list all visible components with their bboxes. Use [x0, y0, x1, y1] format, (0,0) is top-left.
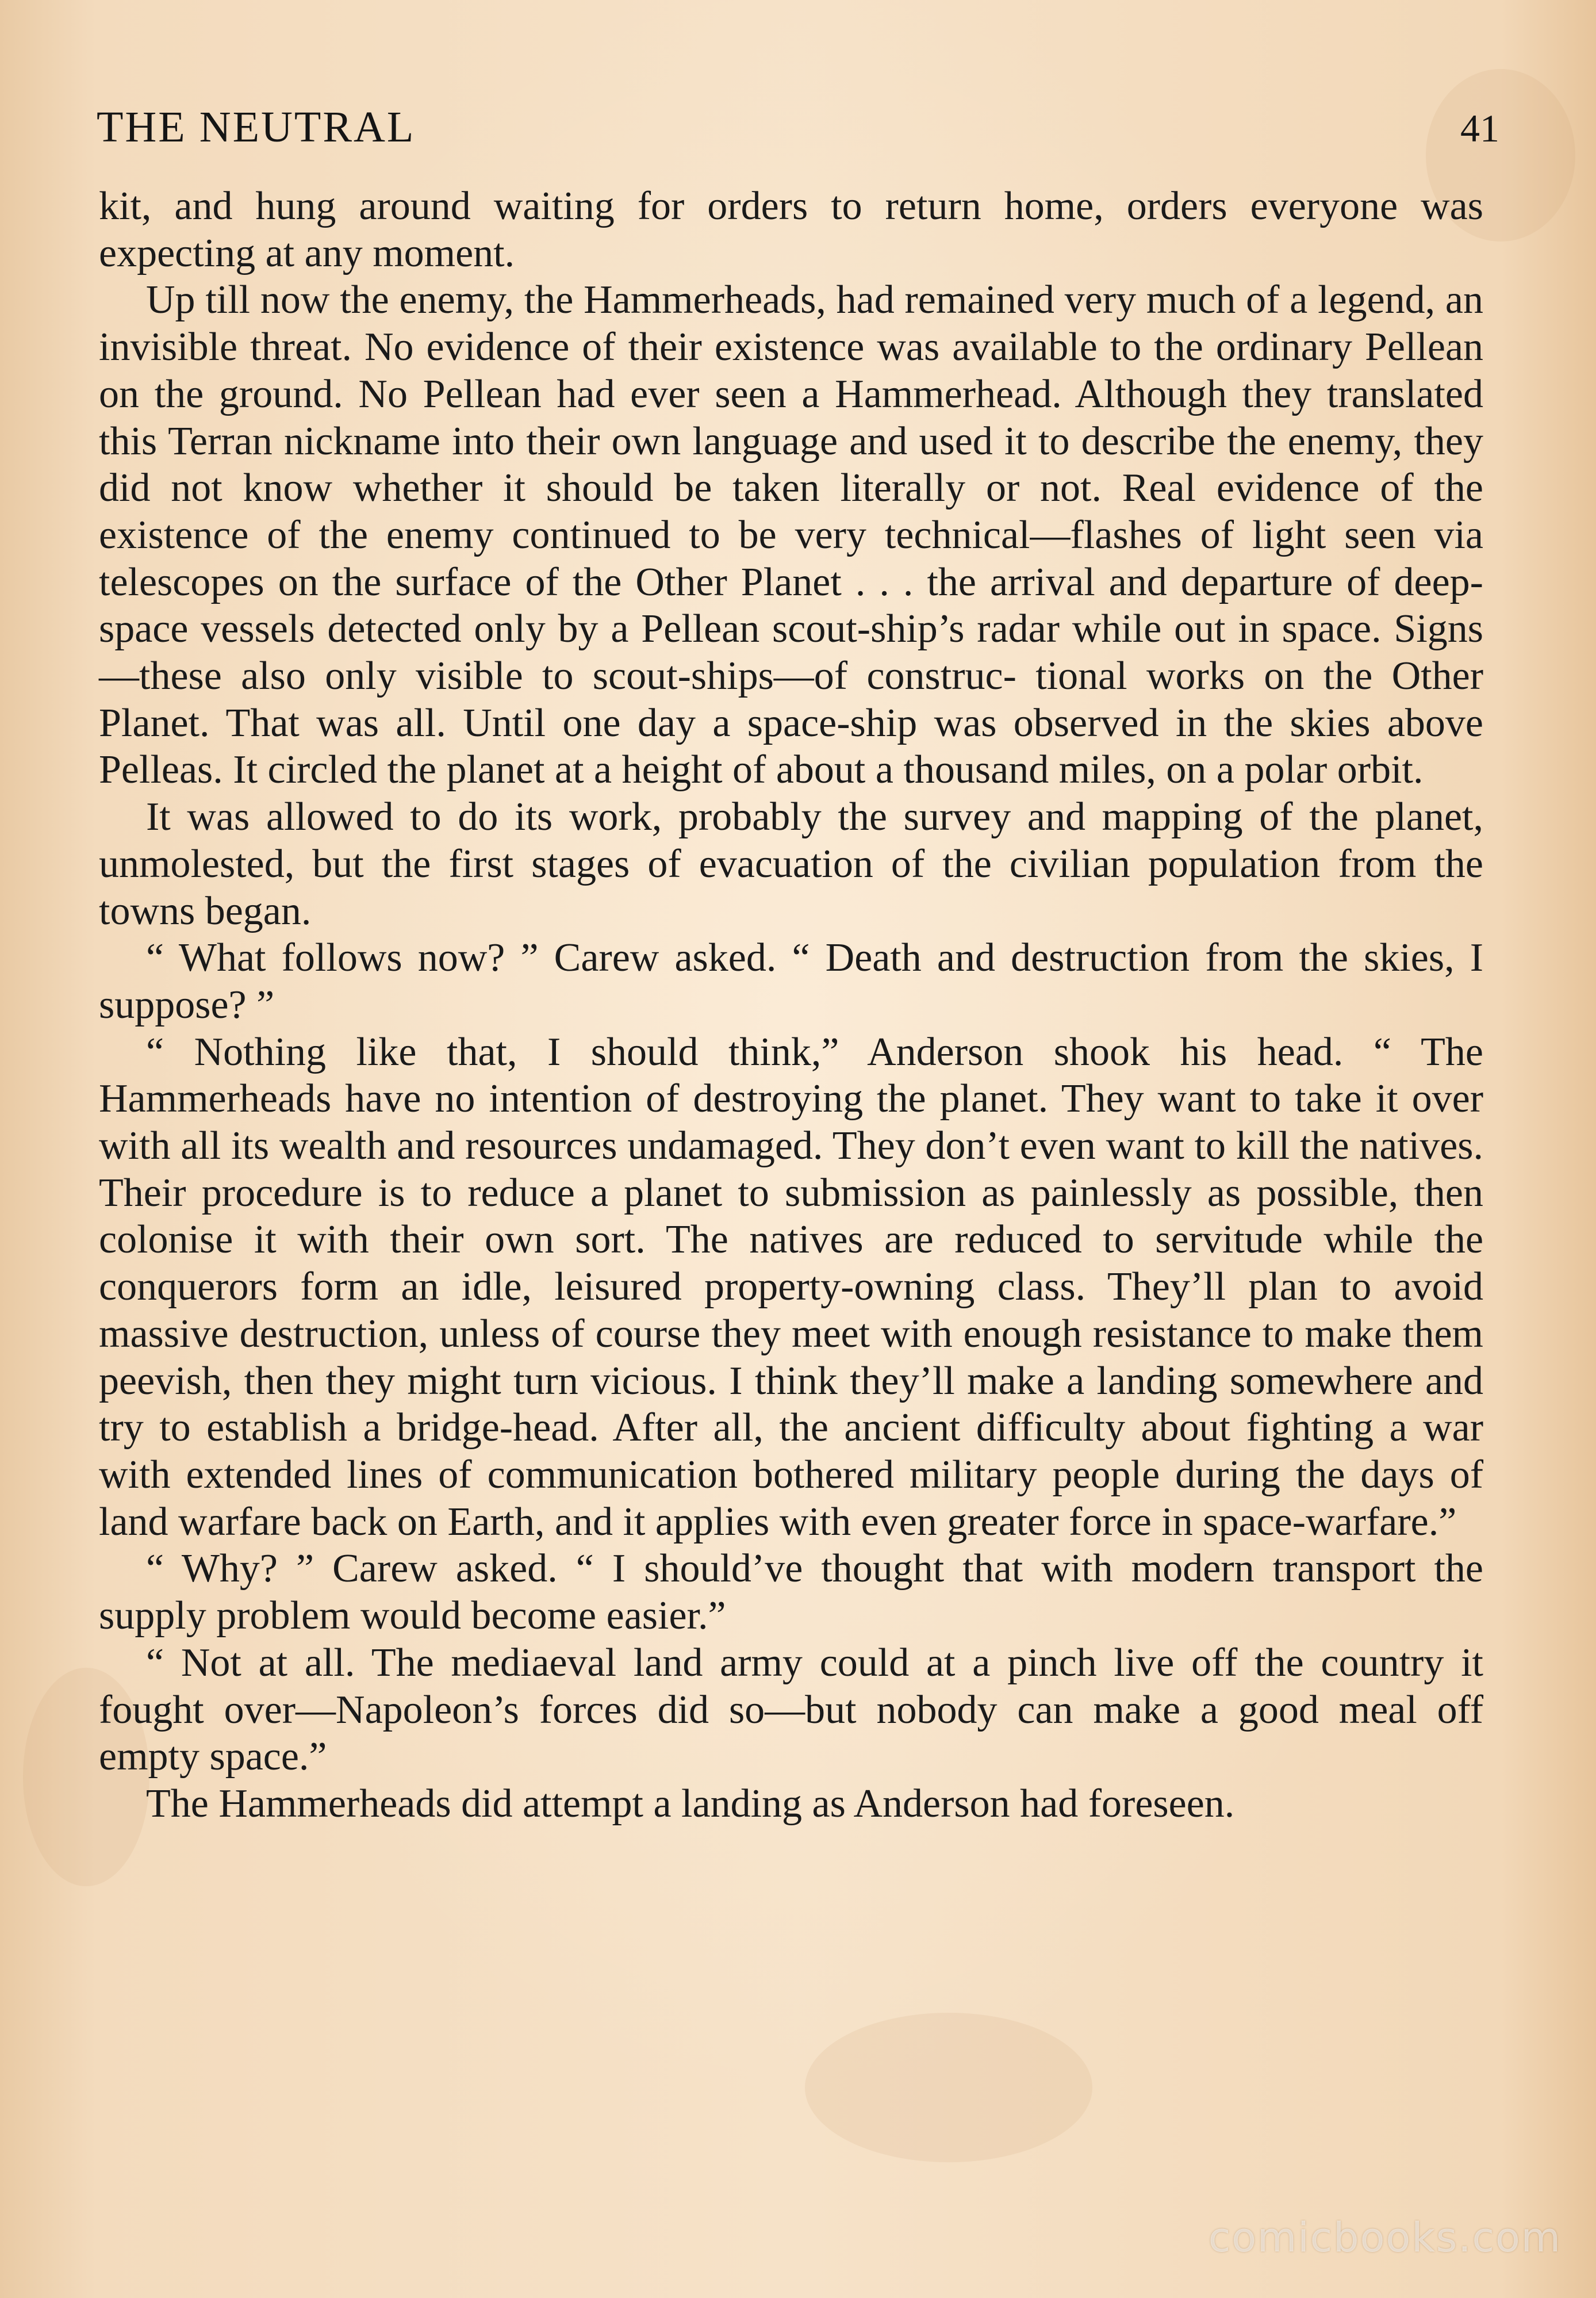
text-line: from the skies, I suppose? ” — [99, 936, 1484, 1027]
paragraph — [99, 1780, 1483, 1828]
paragraph — [99, 183, 1483, 277]
text-line: civilian population from the towns began. — [99, 841, 1483, 933]
text-line: space-warfare.” — [1203, 1499, 1457, 1544]
paragraph — [99, 1545, 1483, 1639]
text-line: transport the supply problem would become easier.” — [99, 1546, 1484, 1638]
text-line: a space-ship was observed in the skies above Pelleas. It circled the — [99, 700, 1484, 792]
text-line: reduced to servitude while the conquerors form an idle, leisured — [99, 1217, 1484, 1309]
text-line: Terran nickname into their own language and used it to describe — [168, 419, 1215, 464]
text-line: planet at a height of about a thousand miles, on a polar orbit. — [446, 748, 1424, 792]
text-line: of the planet, unmolested, but the first stages of evacuation of the — [99, 795, 1483, 886]
body-text — [99, 183, 1483, 1828]
paragraph — [99, 794, 1483, 934]
text-line: “ Nothing like that, I should think,” Anderson shook his — [146, 1029, 1227, 1074]
page-header — [97, 102, 1499, 160]
text-line: warfare back on Earth, and it applies with even greater force in — [178, 1499, 1193, 1544]
text-line: the enemy, they did not know whether it should be taken literally — [99, 419, 1483, 511]
text-line: procedure is to reduce a planet to submission as painlessly as — [201, 1170, 1241, 1215]
text-line: possible, then colonise it with their own sort. The natives are — [99, 1170, 1483, 1262]
text-line: everyone was expecting at any moment. — [99, 184, 1483, 275]
text-line: or not. Real evidence of the existence of the enemy continued to — [99, 466, 1483, 557]
text-line: vessels detected only by a Pellean scout-ship’s radar while out in — [201, 607, 1269, 652]
text-line: communication bothered military people during the days of land — [99, 1452, 1484, 1544]
text-line: much of a legend, an invisible threat. No evidence of their existence — [99, 278, 1484, 370]
text-line: “ Why? ” Carew asked. “ I should’ve thought that with modern — [146, 1546, 1254, 1591]
text-line: had ever seen a Hammerhead. Although they translated this — [99, 371, 1483, 464]
text-line: planet. They want to take it over with all its wealth and resources — [99, 1077, 1484, 1169]
text-line: of the Other Planet . . . the arrival and departure of deep-space — [99, 560, 1483, 652]
text-line: space. Signs—these also only visible to scout-ships—of construc- — [99, 607, 1484, 699]
text-line: the ancient difficulty about fighting a war with extended lines of — [99, 1405, 1484, 1497]
paragraph — [99, 1640, 1483, 1780]
text-line: head. “ The Hammerheads have no intention of destroying the — [99, 1029, 1484, 1121]
running-head: THE NEUTRAL — [97, 103, 416, 151]
text-line: was available to the ordinary Pellean on the ground. No Pellean — [99, 325, 1484, 416]
paragraph — [99, 1029, 1483, 1546]
text-line: tional works on the Other Planet. That was all. Until one day — [99, 654, 1484, 745]
text-line: The Hammerheads did attempt a landing as Anderson had — [146, 1781, 1079, 1826]
text-line: peevish, then they might turn vicious. I think they’ll make a — [99, 1358, 1085, 1403]
text-line: unless of course they meet with enough resistance to make them — [439, 1311, 1483, 1356]
text-line: foreseen. — [1088, 1781, 1235, 1826]
text-line: “ What follows now? ” Carew asked. “ Death and destruction — [146, 936, 1190, 981]
text-line: can make a good meal off empty space.” — [99, 1687, 1484, 1779]
text-line: be very technical—flashes of light seen via telescopes on the surface — [99, 512, 1483, 604]
paragraph — [99, 277, 1483, 794]
text-line: “ Not at all. The mediaeval land army could at a pinch live off — [146, 1640, 1238, 1685]
text-line: landing somewhere and try to establish a bridge-head. After all, — [99, 1358, 1484, 1450]
page-number: 41 — [1460, 106, 1499, 150]
text-line: kit, and hung around waiting for orders to return home, orders — [99, 184, 1227, 228]
text-line: It was allowed to do its work, probably the survey and mapping — [146, 795, 1243, 840]
text-line: Up till now the enemy, the Hammerheads, had remained very — [146, 278, 1137, 323]
text-line: undamaged. They don’t even want to kill the natives. Their — [99, 1124, 1484, 1215]
paper-stain — [805, 2013, 1092, 2162]
text-line: property-owning class. They’ll plan to avoid massive destruction, — [99, 1265, 1483, 1356]
text-line: the country it fought over—Napoleon’s forces did so—but nobody — [99, 1640, 1484, 1732]
watermark: comicbooks.com — [1208, 2214, 1562, 2261]
paragraph — [99, 934, 1483, 1028]
